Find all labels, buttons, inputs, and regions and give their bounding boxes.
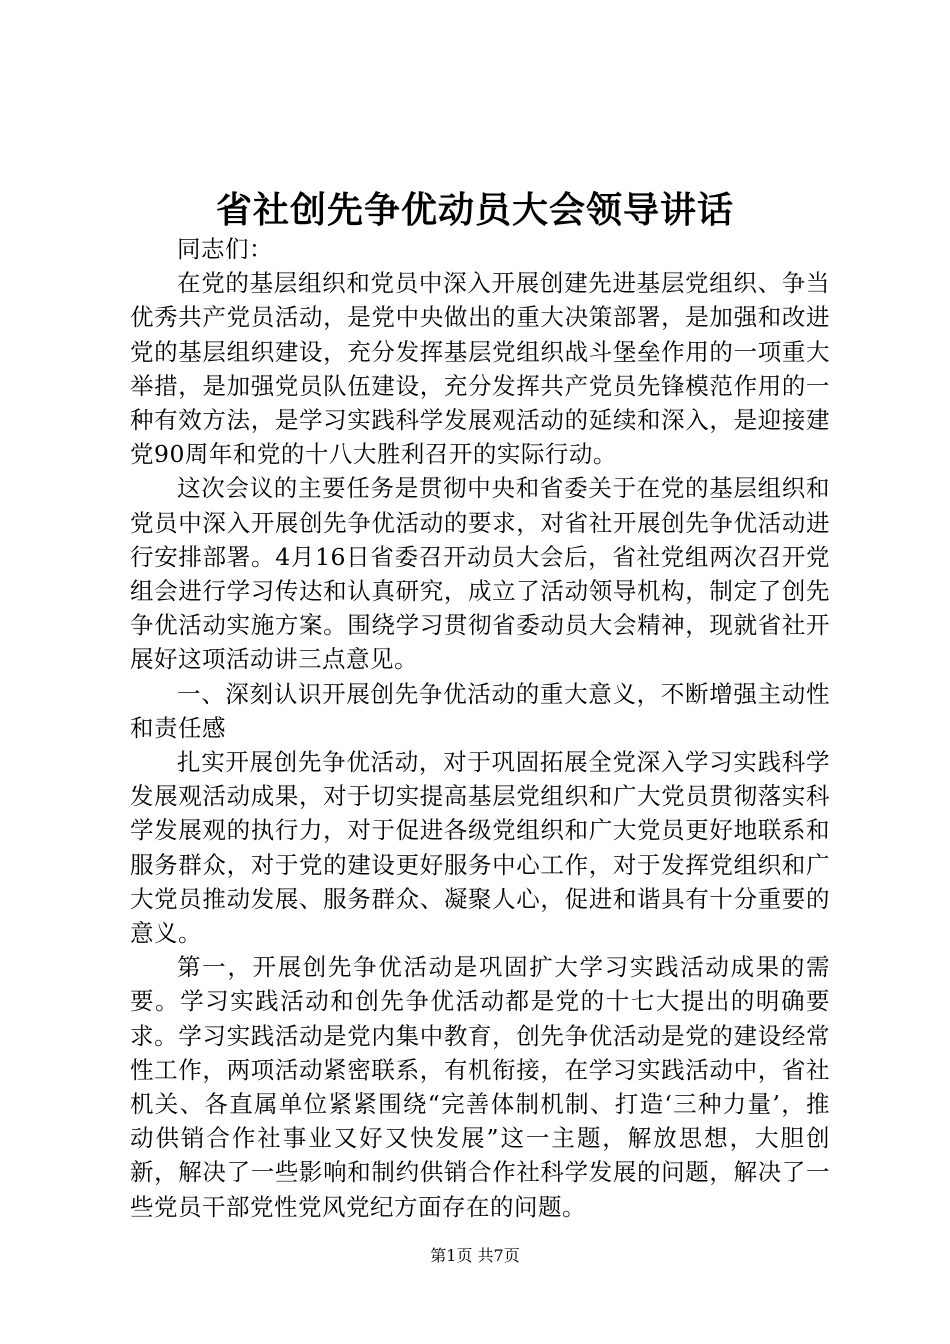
salutation: 同志们：: [177, 235, 273, 263]
paragraph: 第一，开展创先争优活动是巩固扩大学习实践活动成果的需要。学习实践活动和创先争优活动都是党的十七大提出的明确要求。学习实践活动是党内集中教育，创先争优活动是党的建设经常性工作，两项活动紧密联系，有机衔接，在学习实践活动中，省社机关、各直属单位紧紧围绕“完善体制机制、打造‘三种力量’，推动供销合作社事业又好又快发展”这一主题，解放思想，大胆创新，解决了一些影响和制约供销合作社科学发展的问题，解决了一些党员干部党性党风党纪方面存在的问题。: [130, 953, 830, 1221]
paragraph: 在党的基层组织和党员中深入开展创建先进基层党组织、争当优秀共产党员活动，是党中央做出的重大决策部署，是加强和改进党的基层组织建设，充分发挥基层党组织战斗堡垒作用的一项重大举措，是加强党员队伍建设，充分发挥共产党员先锋模范作用的一种有效方法，是学习实践科学发展观活动的延续和深入，是迎接建党90周年和党的十八大胜利召开的实际行动。: [130, 269, 830, 469]
section-heading: 一、深刻认识开展创先争优活动的重大意义，不断增强主动性和责任感: [130, 679, 830, 742]
paragraph: 扎实开展创先争优活动，对于巩固拓展全党深入学习实践科学发展观活动成果，对于切实提高基层党组织和广大党员贯彻落实科学发展观的执行力，对于促进各级党组织和广大党员更好地联系和服务群众，对于党的建设更好服务中心工作，对于发挥党组织和广大党员推动发展、服务群众、凝聚人心，促进和谐具有十分重要的意义。: [130, 748, 830, 948]
page-number: 第1页 共7页: [430, 1246, 520, 1265]
document-title: 省社创先争优动员大会领导讲话: [215, 189, 734, 231]
document-body: [130, 232, 830, 1224]
paragraph: 这次会议的主要任务是贯彻中央和省委关于在党的基层组织和党员中深入开展创先争优活动的要求，对省社开展创先争优活动进行安排部署。4月16日省委召开动员大会后，省社党组两次召开党组会进行学习传达和认真研究，成立了活动领导机构，制定了创先争优活动实施方案。围绕学习贯彻省委动员大会精神，现就省社开展好这项活动讲三点意见。: [130, 474, 830, 674]
